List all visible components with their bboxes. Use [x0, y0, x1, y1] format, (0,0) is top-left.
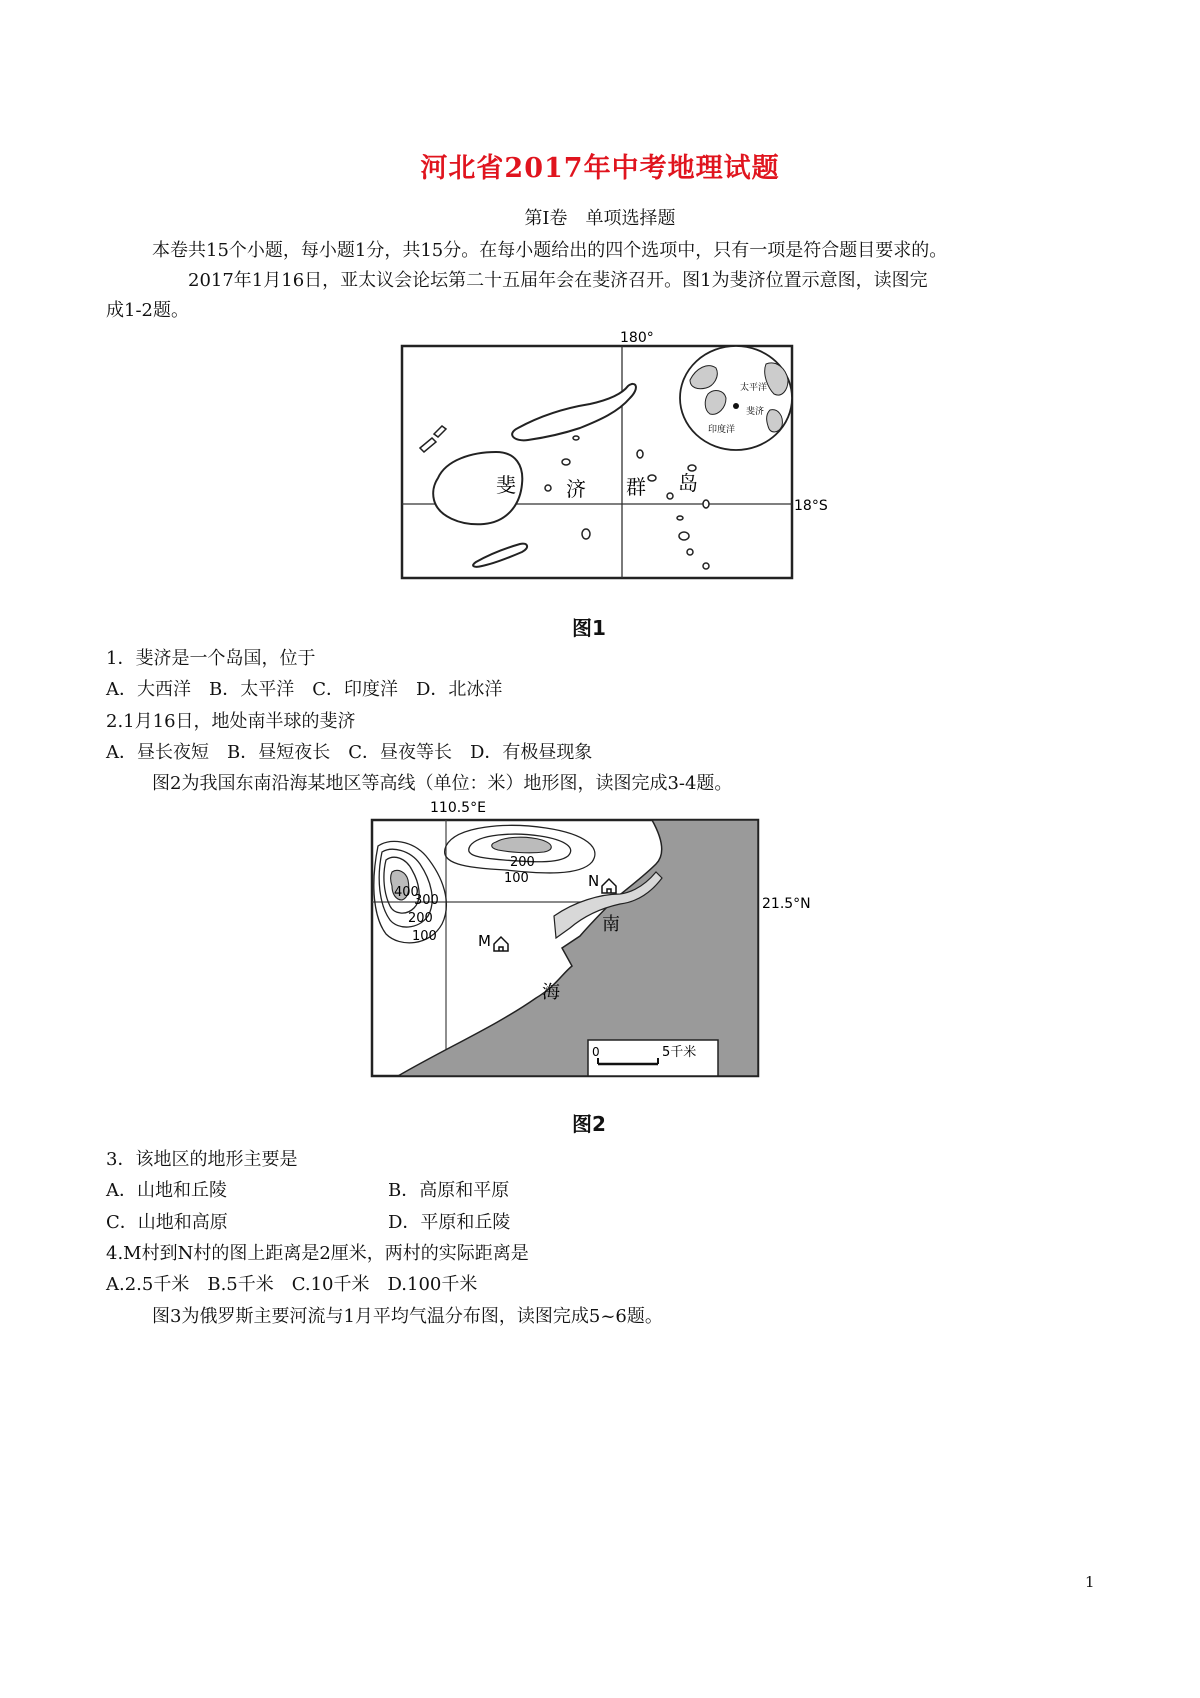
section-heading: 第Ⅰ卷 单项选择题 [524, 208, 676, 229]
passage1-line1: 2017年1月16日，亚太议会论坛第二十五届年会在斐济召开。图1为斐济位置示意图，读图完 [188, 270, 928, 291]
sea-char: 海 [542, 982, 560, 1003]
fig2-lat-label: 21.5°N [762, 896, 811, 912]
village-m-label: M [478, 932, 491, 950]
q4-stem: 4.M村到N村的图上距离是2厘米，两村的实际距离是 [106, 1243, 529, 1264]
q3-option-c: C．山地和高原 [106, 1212, 228, 1233]
island-small [667, 493, 673, 499]
fig2-lon-label: 110.5°E [430, 800, 486, 816]
figure2-contour-map [366, 798, 816, 1098]
contour-label: 300 [414, 893, 439, 908]
island-small [573, 436, 579, 440]
island-small [637, 450, 643, 458]
fig1-label-char: 岛 [678, 471, 698, 495]
island-small [703, 563, 709, 569]
figure1-fiji-map [390, 328, 830, 600]
contour-label: 100 [504, 871, 529, 886]
q4-options: A.2.5千米 B.5千米 C.10千米 D.100千米 [106, 1274, 478, 1295]
contour-label: 200 [510, 855, 535, 870]
passage1-line2: 成1-2题。 [106, 300, 189, 321]
document-title: 河北省2017年中考地理试题 [420, 153, 780, 184]
q3-option-d: D．平原和丘陵 [388, 1212, 511, 1233]
contour-label: 200 [408, 911, 433, 926]
village-n-label: N [588, 872, 600, 890]
scale-zero: 0 [592, 1045, 600, 1059]
figure2-caption: 图2 [572, 1112, 606, 1136]
island-small [703, 500, 709, 508]
fig1-label-char: 济 [566, 477, 586, 501]
island-small [545, 485, 551, 491]
contour-label: 100 [412, 929, 437, 944]
inset-label-pacific: 太平洋 [740, 383, 768, 393]
fig1-label-char: 群 [626, 475, 646, 499]
inset-label-indian: 印度洋 [708, 425, 736, 435]
fig1-lat-label: 18°S [794, 498, 828, 514]
fig1-label-char: 斐 [496, 473, 516, 497]
island-small [582, 529, 590, 539]
page-number: 1 [1085, 1573, 1095, 1591]
contour-label: 400 [394, 885, 419, 900]
q2-options: A．昼长夜短 B．昼短夜长 C．昼夜等长 D．有极昼现象 [106, 742, 593, 763]
q1-stem: 1．斐济是一个岛国，位于 [106, 648, 316, 669]
island-small [687, 549, 693, 555]
q3-option-b: B．高原和平原 [388, 1180, 510, 1201]
fig1-lon-label: 180° [620, 330, 654, 346]
figure1-caption: 图1 [572, 616, 606, 640]
passage2: 图2为我国东南沿海某地区等高线（单位：米）地形图，读图完成3-4题。 [152, 773, 733, 794]
island-small [677, 516, 683, 520]
island-small [562, 459, 570, 465]
island-small [648, 475, 656, 481]
island-small [679, 532, 689, 540]
q2-stem: 2.1月16日，地处南半球的斐济 [106, 711, 356, 732]
scale-box [588, 1040, 718, 1076]
inset-label-fiji: 斐济 [746, 407, 765, 417]
sea-char: 南 [602, 914, 620, 935]
q1-options: A．大西洋 B．太平洋 C．印度洋 D．北冰洋 [106, 679, 503, 700]
passage3: 图3为俄罗斯主要河流与1月平均气温分布图，读图完成5~6题。 [152, 1306, 663, 1327]
scale-label: 5千米 [662, 1045, 697, 1060]
q3-stem: 3．该地区的地形主要是 [106, 1149, 298, 1170]
fig1-inset-globe [680, 346, 792, 450]
q3-option-a: A．山地和丘陵 [106, 1180, 227, 1201]
intro-paragraph: 本卷共15个小题，每小题1分，共15分。在每小题给出的四个选项中，只有一项是符合题目要求的。 [152, 240, 948, 261]
